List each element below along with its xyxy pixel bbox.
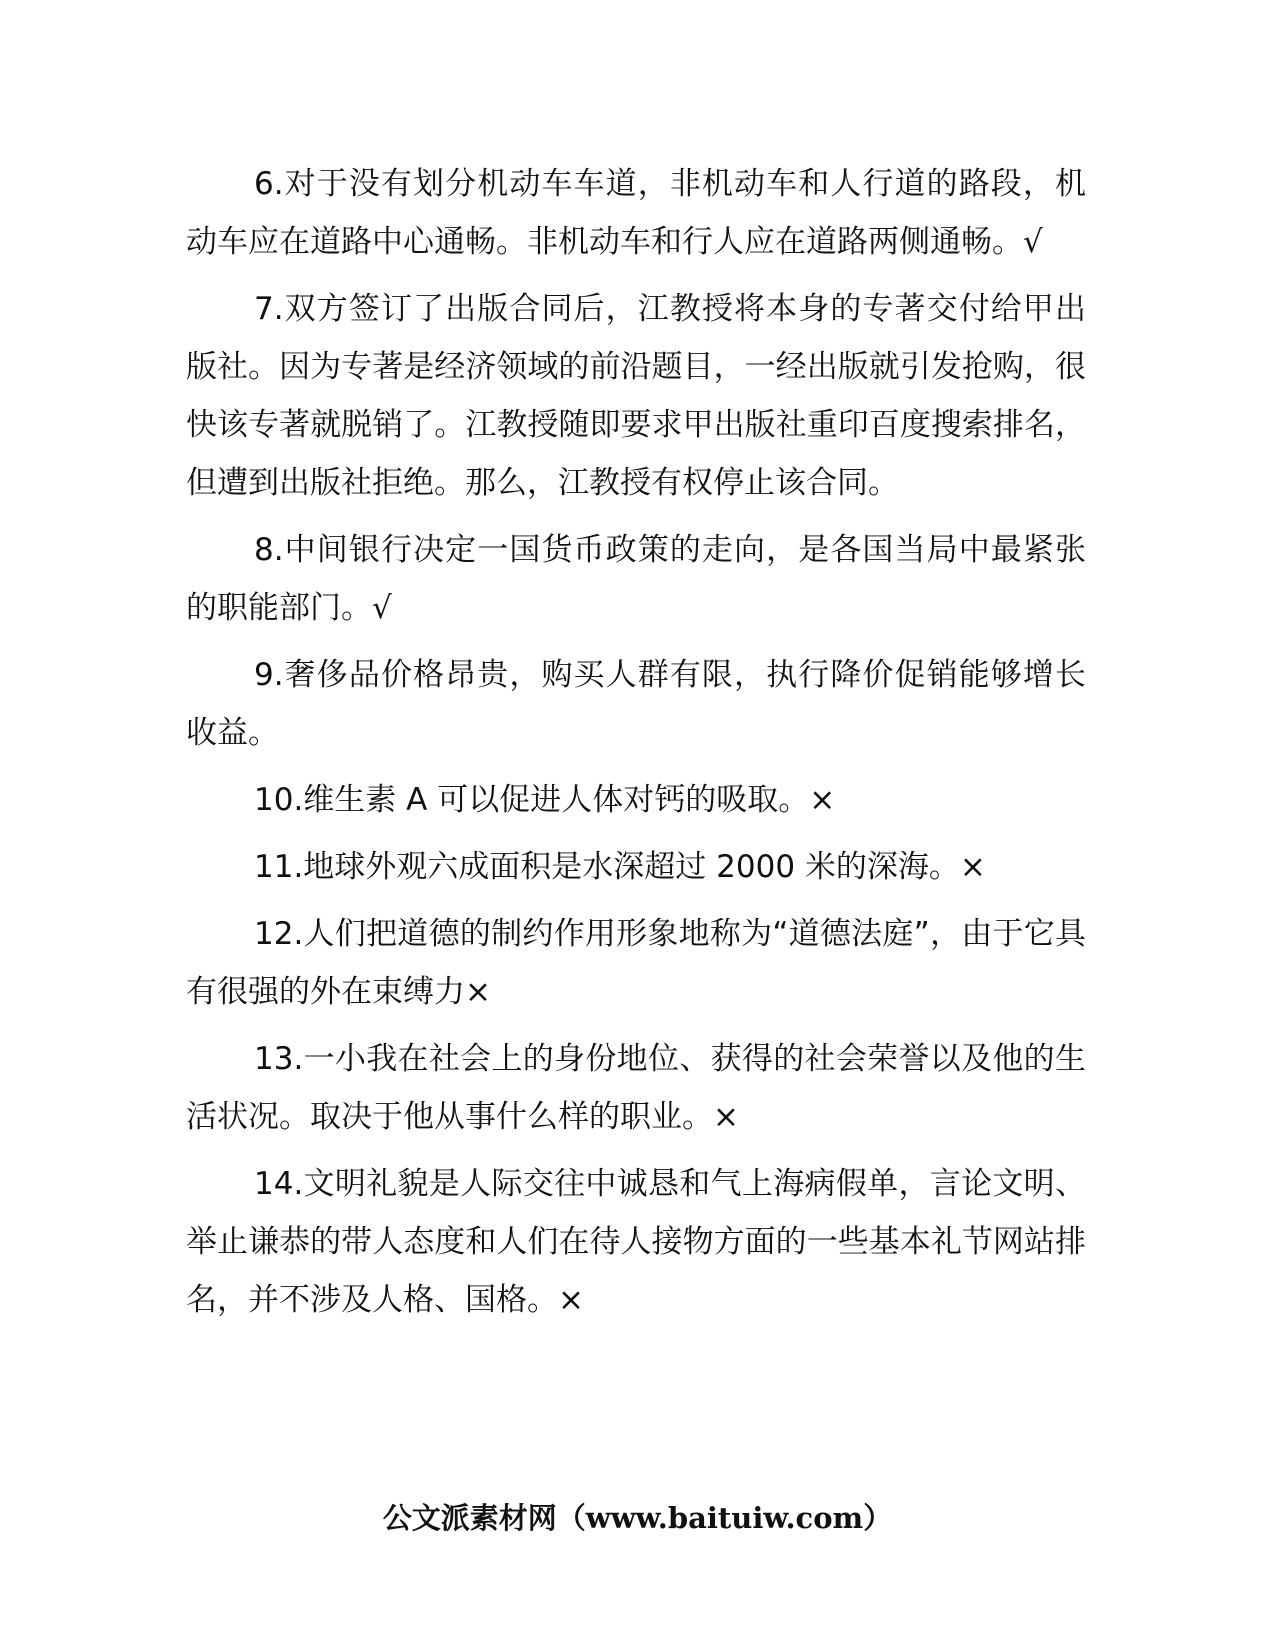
page-footer: 公文派素材网（www.baituiw.com）: [382, 1501, 893, 1535]
paragraph-12: 12.人们把道德的制约作用形象地称为“道德法庭”，由于它具有很强的外在束缚力×: [186, 916, 1086, 1010]
paragraph-9: 9.奢侈品价格昂贵，购买人群有限，执行降价促销能够增长收益。: [186, 657, 1086, 751]
paragraph-14: 14.文明礼貌是人际交往中诚恳和气上海病假单，言论文明、举止谦恭的带人态度和人们在待人接物方面的一些基本礼节网站排名，并不涉及人格、国格。×: [186, 1166, 1086, 1318]
paragraph-10: 10.维生素 A 可以促进人体对钙的吸取。×: [254, 782, 836, 818]
paragraph-11: 11.地球外观六成面积是水深超过 2000 米的深海。×: [254, 849, 986, 885]
paragraph-6: 6.对于没有划分机动车车道，非机动车和人行道的路段，机动车应在道路中心通畅。非机动车和行人应在道路两侧通畅。√: [186, 166, 1086, 260]
paragraph-8: 8.中间银行决定一国货币政策的走向，是各国当局中最紧张的职能部门。√: [186, 532, 1086, 626]
paragraph-13: 13.一小我在社会上的身份地位、获得的社会荣誉以及他的生活状况。取决于他从事什么样的职业。×: [186, 1041, 1086, 1135]
paragraph-7: 7.双方签订了出版合同后，江教授将本身的专著交付给甲出版社。因为专著是经济领域的前沿题目，一经出版就引发抢购，很快该专著就脱销了。江教授随即要求甲出版社重印百度搜索排名，但遭到出版社拒绝。那么，江教授有权停止该合同。: [186, 291, 1086, 501]
document-body: [186, 155, 1086, 1338]
